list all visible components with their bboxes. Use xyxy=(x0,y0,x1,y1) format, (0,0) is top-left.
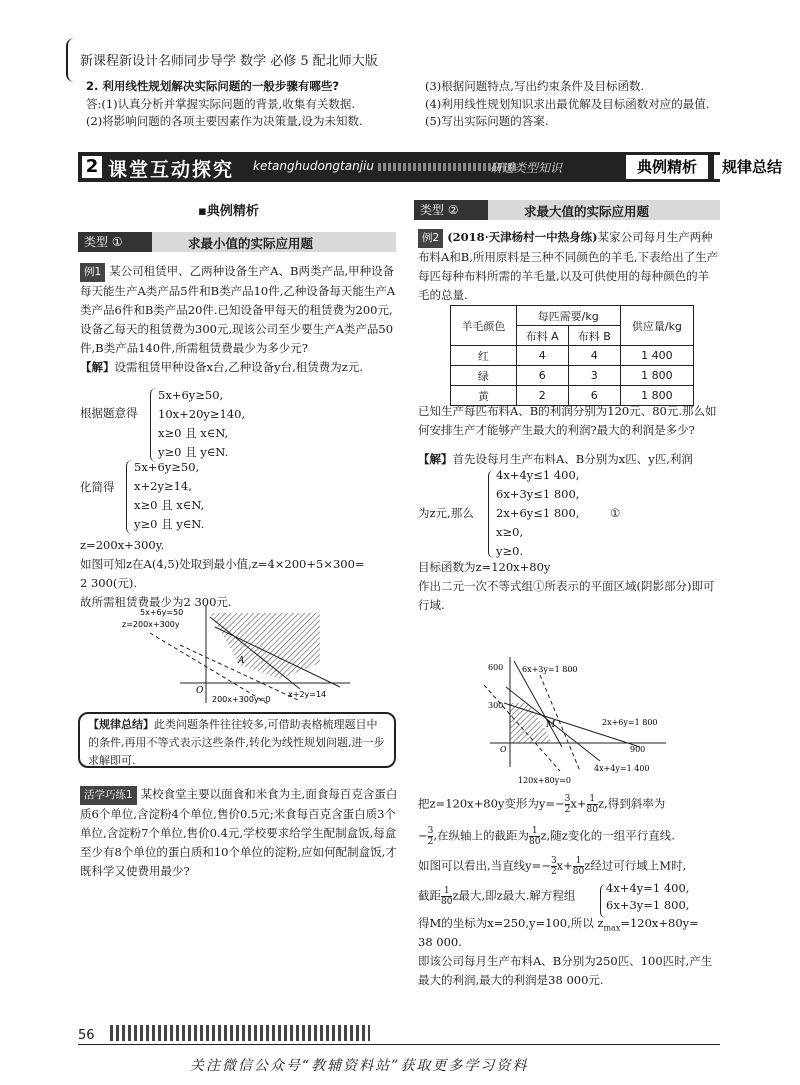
table-row: 黄 2 6 1 800 xyxy=(451,386,694,406)
derivation-2: − $\frac{3}{2}$ ,在纵轴上的截距为 $\frac{1}{80}$ z,随z变化的一组平行直线. xyxy=(418,826,675,847)
system2: 5x+6y≥50, x+2y≥14, x≥0 且 x∈N, y≥0 且 y∈N. xyxy=(134,460,205,531)
figure2-label-900: 900 xyxy=(630,745,646,754)
solution2-intro: 【解】首先设每月生产布料A、B分别为x匹、y匹,利润 xyxy=(418,452,693,466)
system3-label: 为z元,那么 xyxy=(418,506,474,520)
answer-3: (3)根据问题特点,写出约束条件及目标函数. xyxy=(425,79,645,93)
objective2: 目标函数为z=120x+80y xyxy=(418,560,551,574)
system1-label: 根据题意得 xyxy=(80,406,138,420)
th-a: 布料 A xyxy=(516,326,568,346)
derivation-1: 把z=120x+80y变形为y=− $\frac{3}{2}$ x+ $\frac{1}{80}$ z,得到斜率为 xyxy=(418,794,666,815)
answer-1: 答:(1)认真分析并掌握实际问题的背景,收集有关数据. xyxy=(86,97,355,111)
th-color: 羊毛颜色 xyxy=(451,306,517,346)
banner-tagline: 研透类型知识 xyxy=(490,161,563,175)
footer-hatch xyxy=(110,1025,370,1041)
type2-bar xyxy=(414,200,720,220)
table-row: 红 4 4 1 400 xyxy=(451,346,694,366)
figure1-label-1: 5x+6y=50 xyxy=(140,608,184,617)
summary-text: 此类问题条件往往较多,可借助表格梳理题目中的条件,再用不等式表示这些条件,转化为线性规划问题,进一步求解即可. xyxy=(88,718,385,767)
figure2-label-600: 600 xyxy=(488,663,504,672)
derivation-5: 得M的坐标为x=250,y=100,所以 $z_{max}=120x+80y=$ xyxy=(418,916,699,933)
system3-mark: ① xyxy=(610,506,621,520)
table-row: 绿 6 3 1 800 xyxy=(451,366,694,386)
system3-brace xyxy=(488,470,495,558)
example1-text: 例1 某公司租赁甲、乙两种设备生产A、B两类产品,甲种设备每天能生产A类产品5件和B类产品10件,乙种设备每天能生产A类产品6件和B类产品20件.已知设备甲每天的租赁费为200元,设备乙每天的租赁费为300元,现该公司至少要生产A类产品50件,B类产品140件,所需租赁费最少为多少元? xyxy=(80,264,396,355)
figure1-feasible-region xyxy=(120,605,360,705)
example2-text: 例2 (2018·天津杨村一中热身练)某家公司每月生产两种布料A和B,所用原料是三种不同颜色的羊毛,下表给出了生产每匹每种布料所需的羊毛量,以及可供使用的每种颜色的羊毛的总量. xyxy=(418,230,719,302)
type1-title: 求最小值的实际应用题 xyxy=(188,236,314,251)
figure1-label-6: x+2y=14 xyxy=(288,690,327,699)
derivation-6: 38 000. xyxy=(418,935,462,949)
system2-brace xyxy=(126,460,133,534)
type1-label: 类型 ① xyxy=(78,232,152,252)
figure1-label-2: z=200x+300y xyxy=(122,620,180,629)
figure2-label-300: 300 xyxy=(488,701,504,710)
figure1-label-5: 200x+300y=0 xyxy=(212,695,271,704)
derivation-4: 截距 $\frac{1}{80}$ z最大,即z最大.解方程组 xyxy=(418,886,576,907)
region-text: 作出二元一次不等式组①所表示的平面区域(阴影部分)即可行域. xyxy=(418,579,715,612)
banner-pinyin: ketanghudongtanjiu xyxy=(253,159,374,173)
banner-title: 课堂互动探究 xyxy=(108,159,235,181)
type2-title: 求最大值的实际应用题 xyxy=(524,204,650,219)
figure1-label-O: O xyxy=(196,686,204,696)
th-b: 布料 B xyxy=(568,326,620,346)
answer-2: (2)将影响问题的各项主要因素作为决策量,设为未知数. xyxy=(86,114,363,128)
system4: 4x+4y=1 400, 6x+3y=1 800, xyxy=(606,881,690,912)
banner-box-summary: 规律总结 xyxy=(714,155,790,179)
banner-number: 2 xyxy=(82,156,102,178)
answer-4: (4)利用线性规划知识求出最优解及目标函数对应的最值. xyxy=(425,97,710,111)
figure2-feasible-region xyxy=(470,655,680,790)
type2-label: 类型 ② xyxy=(414,200,488,220)
example2-tag: 例2 xyxy=(418,229,443,248)
derivation-7: 即该公司每月生产布料A、B分别为250匹、100匹时,产生最大的利润,最大的利润是38 000元. xyxy=(418,954,713,987)
section-banner xyxy=(78,152,782,182)
figure1-label-A: A xyxy=(238,656,245,666)
answer-5: (5)写出实际问题的答案. xyxy=(425,114,549,128)
system3: 4x+4y≤1 400, 6x+3y≤1 800, 2x+6y≤1 800, x≥0, y≥0. xyxy=(496,468,580,558)
th-supply: 供应量/kg xyxy=(620,306,693,346)
solution1-intro: 【解】设需租赁甲种设备x台,乙种设备y台,租赁费为z元. xyxy=(80,360,364,374)
system1: 5x+6y≥50, 10x+20y≥140, x≥0 且 x∈N, y≥0 且 y∈N. xyxy=(158,388,246,459)
answer1-line2: 2 300(元). xyxy=(80,576,138,590)
type1-bar xyxy=(78,232,396,252)
answer1-line3: 故所需租赁费最少为2 300元. xyxy=(80,595,232,609)
practice1-tag: 活学巧练1 xyxy=(80,786,137,805)
figure2-label-zero: 120x+80y=0 xyxy=(518,776,571,785)
header-bracket xyxy=(66,38,78,82)
example2-question: 已知生产每匹布料A、B的利润分别为120元、80元.那么如何安排生产才能够产生最大的利润?最大的利润是多少? xyxy=(418,404,717,437)
system1-brace xyxy=(150,388,157,462)
figure2-label-6x3y: 6x+3y=1 800 xyxy=(522,665,578,674)
footer-note: 关注微信公众号“教辅资料站”获取更多学习资料 xyxy=(190,1058,529,1074)
figure2-label-O: O xyxy=(500,745,507,754)
system2-label: 化简得 xyxy=(80,480,115,494)
practice1: 活学巧练1 某校食堂主要以面食和米食为主,面食每百克含蛋白质6个单位,含淀粉4个单位,售价0.5元;米食每百克含蛋白质3个单位,含淀粉7个单位,售价0.4元,学校要求给学生配制盒饭,每盒至少有8个单位的蛋白质和10个单位的淀粉,应如何配制盒饭,才既科学又使费用最少? xyxy=(80,787,398,878)
page-number: 56 xyxy=(78,1028,95,1043)
th-need: 每匹需要/kg xyxy=(516,306,620,326)
footer-rule xyxy=(78,1044,720,1045)
banner-box-examples: 典例精析 xyxy=(626,155,708,179)
summary-box xyxy=(78,712,396,768)
figure2-label-2x6y: 2x+6y=1 800 xyxy=(602,718,658,727)
objective1: z=200x+300y. xyxy=(80,538,165,552)
summary-tag: 【规律总结】 xyxy=(88,718,154,731)
page-header: 新课程新设计名师同步导学 数学 必修 5 配北师大版 xyxy=(80,54,378,69)
answer1-line1: 如图可知z在A(4,5)处取到最小值,z=4×200+5×300= xyxy=(80,557,365,571)
figure2-label-4x4y: 4x+4y=1 400 xyxy=(594,764,650,773)
derivation-3: 如图可以看出,当直线y=− $\frac{3}{2}$ x+ $\frac{1}{80}$ z经过可行域上M时, xyxy=(418,856,687,877)
section-title: ▪典例精析 xyxy=(198,204,259,219)
example1-tag: 例1 xyxy=(80,263,105,282)
wool-table xyxy=(450,305,694,406)
question-title: 2. 利用线性规划解决实际问题的一般步骤有哪些? xyxy=(86,79,340,93)
figure2-label-M: M xyxy=(546,720,556,730)
